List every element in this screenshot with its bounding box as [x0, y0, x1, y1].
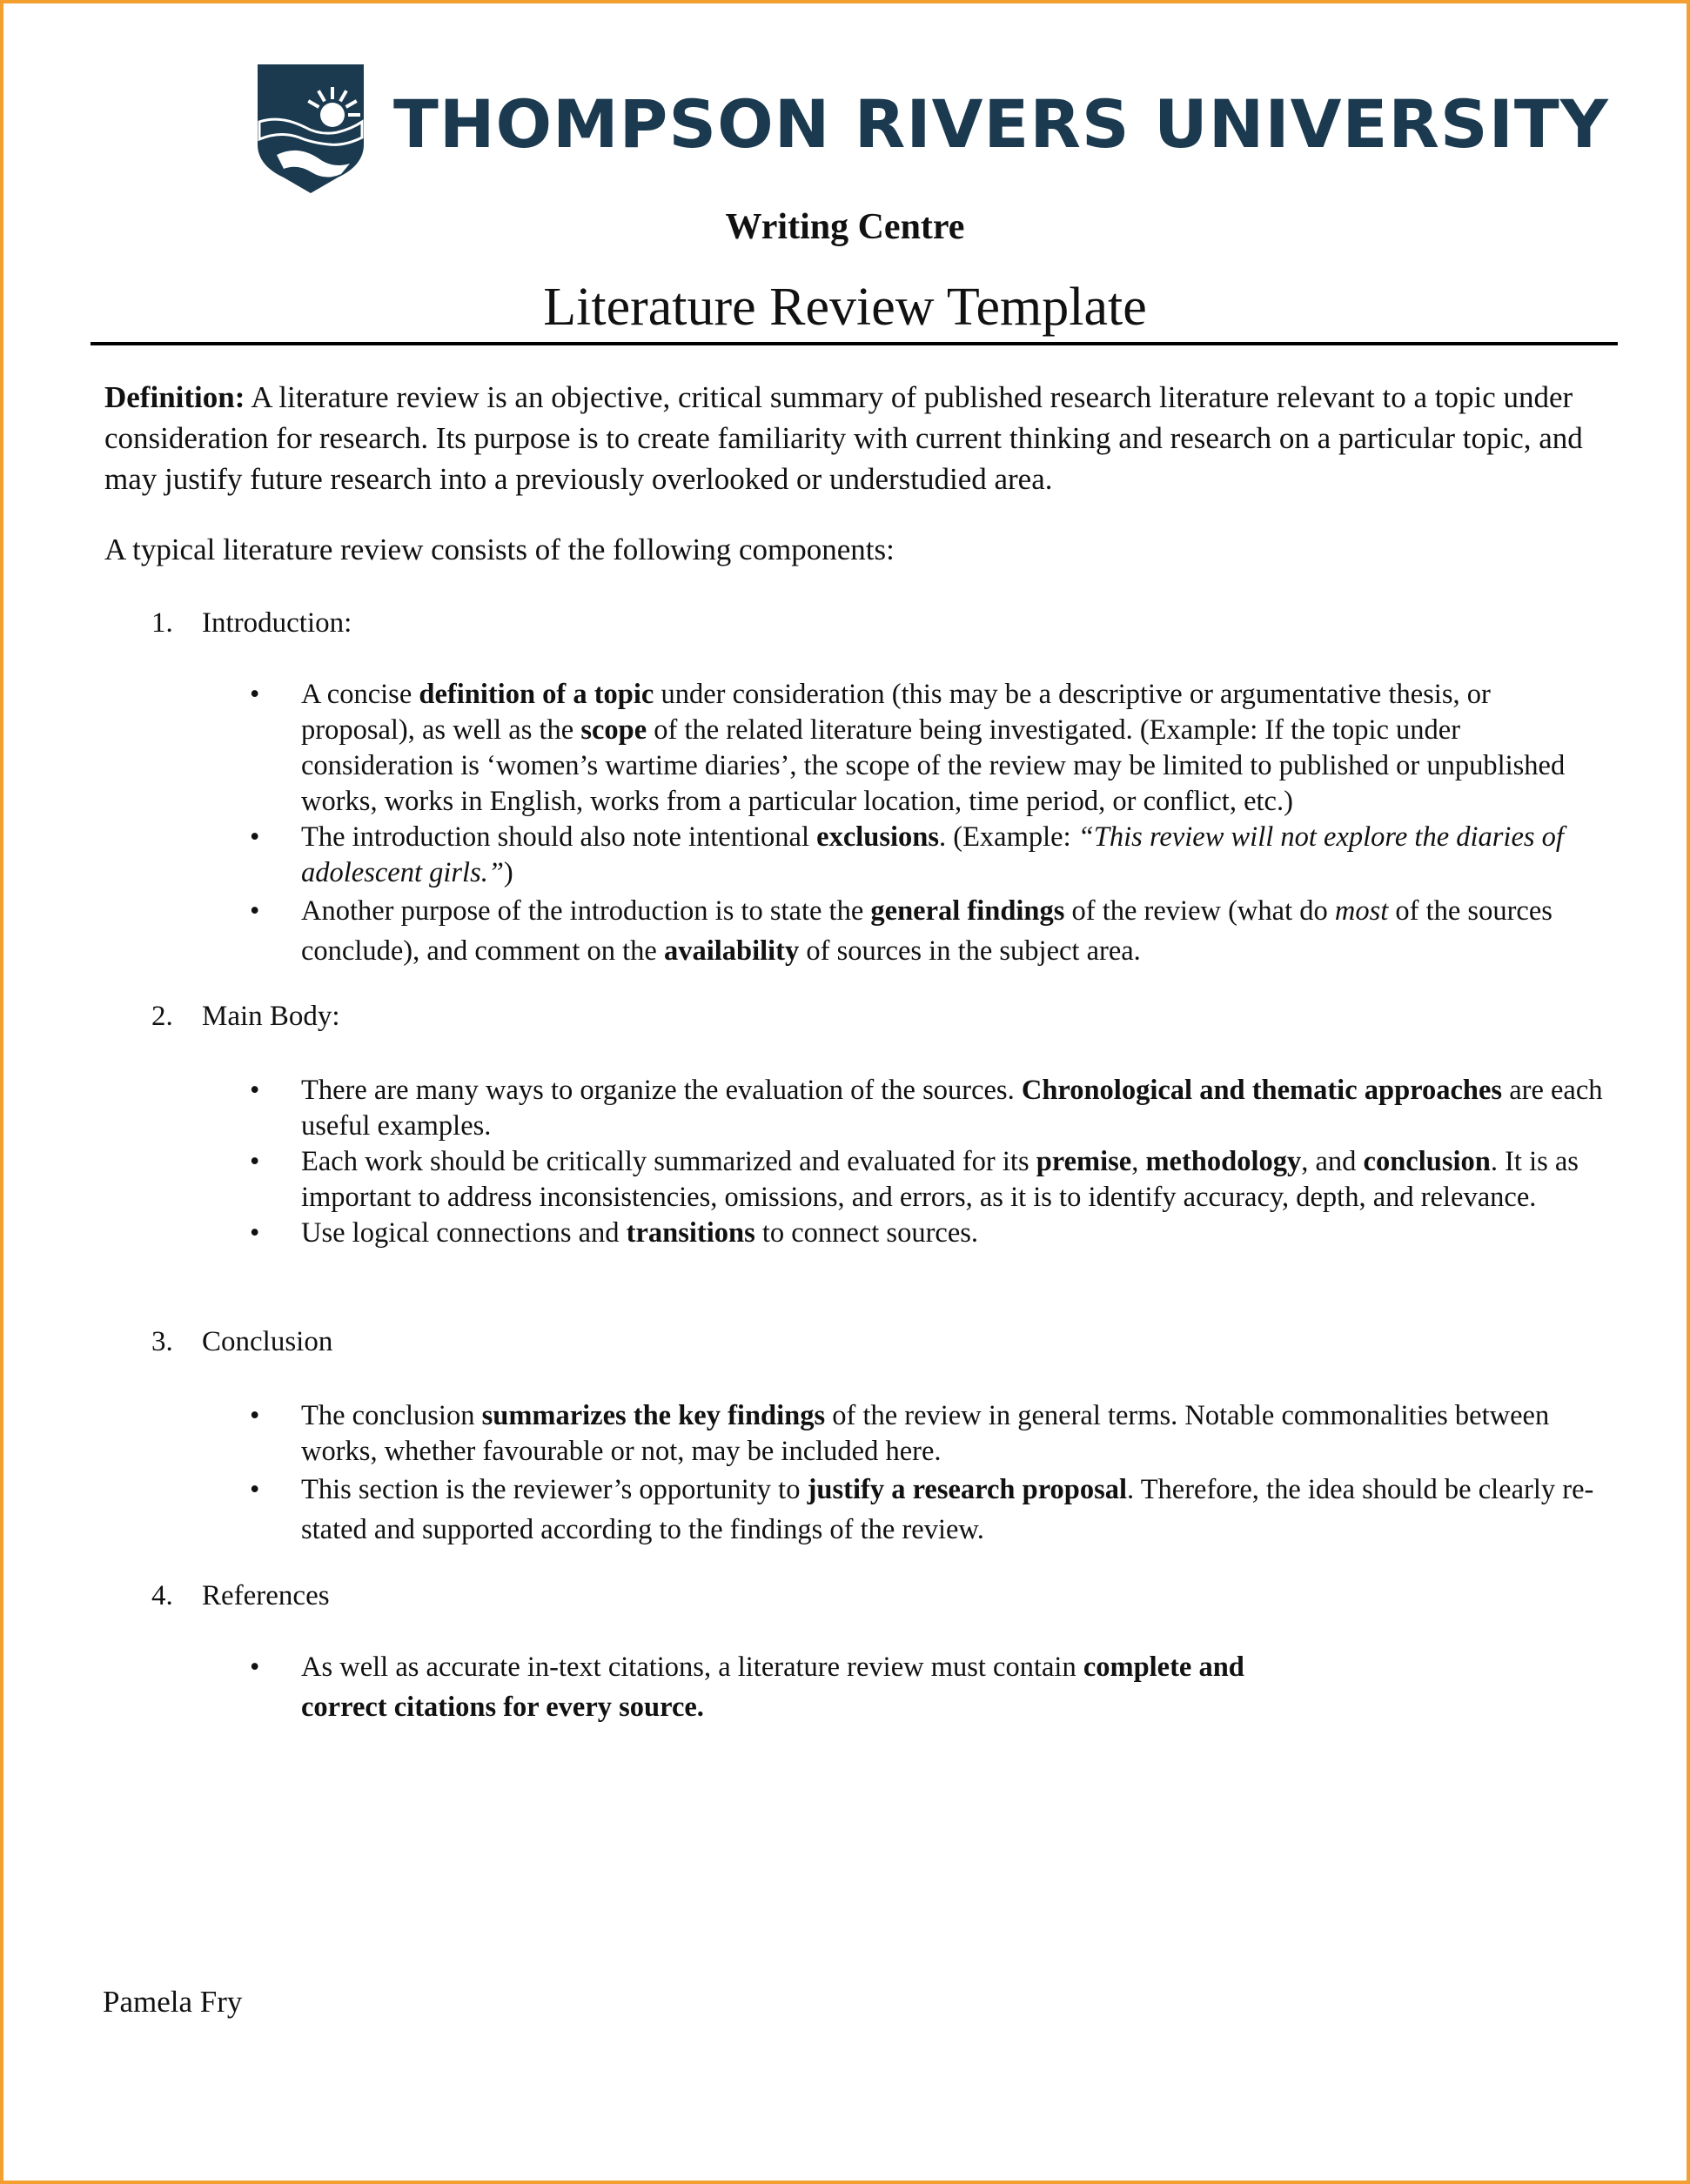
- definition-text: A literature review is an objective, critical summary of published research literature relevant to a topic under consideration for research. Its purpose is to create familiarity with current thinking and research on a particular topic, and may justify future research into a previously overlooked or understudied area.: [104, 380, 1583, 496]
- bullet-glyph: •: [250, 1474, 260, 1505]
- text: This section is the reviewer’s opportunity to: [301, 1474, 808, 1505]
- list-item: [250, 1470, 1607, 1550]
- section-heading-references: References: [202, 1580, 330, 1611]
- university-logo-icon: [254, 61, 367, 200]
- bold-text: transitions: [626, 1217, 755, 1249]
- section-heading-main-body: Main Body:: [202, 1001, 340, 1032]
- section-number: 4.: [151, 1580, 173, 1611]
- text: of the review in general terms. Notable commonalities between works, whether favourable or not, may be included here.: [301, 1400, 1550, 1467]
- bullet-glyph: •: [250, 1146, 260, 1177]
- main-body-bullets: [250, 1073, 1607, 1251]
- list-item: [250, 1647, 1311, 1727]
- bold-text: availability: [663, 935, 800, 967]
- page-title: Literature Review Template: [543, 278, 1147, 337]
- section-number: 2.: [151, 1001, 173, 1032]
- text: There are many ways to organize the evaluation of the sources.: [301, 1075, 1022, 1106]
- text: ,: [1131, 1146, 1146, 1177]
- bold-text: scope: [580, 714, 647, 746]
- list-item: [250, 1398, 1607, 1470]
- bullet-glyph: •: [250, 895, 260, 927]
- italic-text: “This review will not explore the diaries of adolescent girls.”: [301, 821, 1564, 888]
- components-intro: A typical literature review consists of the following components:: [104, 533, 895, 566]
- text: . (Example:: [939, 821, 1078, 853]
- introduction-bullets: [250, 677, 1607, 971]
- definition-label: Definition:: [104, 380, 245, 414]
- title-divider: [91, 342, 1618, 345]
- text: Use logical connections and: [301, 1217, 627, 1249]
- bullet-glyph: •: [250, 1075, 260, 1106]
- bold-text: complete and correct citations for every source.: [301, 1651, 1244, 1723]
- bold-text: summarizes the key findings: [481, 1400, 826, 1431]
- text: of sources in the subject area.: [799, 935, 1141, 967]
- text: . It is as important to address inconsistencies, omissions, and errors, as it is to identify accuracy, depth, and relevance.: [301, 1146, 1579, 1213]
- text: of the review (what do: [1064, 895, 1335, 927]
- text: to connect sources.: [754, 1217, 979, 1249]
- department-heading: Writing Centre: [725, 207, 965, 247]
- conclusion-bullets: [250, 1398, 1607, 1550]
- bullet-glyph: •: [250, 821, 260, 853]
- references-bullets: [250, 1647, 1607, 1727]
- list-item: [250, 1216, 1607, 1251]
- section-number: 3.: [151, 1326, 173, 1357]
- text: , and: [1301, 1146, 1364, 1177]
- section-heading-conclusion: Conclusion: [202, 1326, 333, 1357]
- list-item: [250, 820, 1607, 891]
- university-wordmark: THOMPSON RIVERS UNIVERSITY: [393, 85, 1609, 163]
- text: . Therefore, the idea should be clearly re-stated and supported according to the findings of the review.: [301, 1474, 1594, 1545]
- text: ): [503, 857, 513, 888]
- section-heading-introduction: Introduction:: [202, 607, 352, 639]
- text: Each work should be critically summarized and evaluated for its: [301, 1146, 1036, 1177]
- text: of the sources conclude), and comment on the: [301, 895, 1553, 967]
- bold-text: methodology: [1145, 1146, 1302, 1177]
- bullet-glyph: •: [250, 1400, 260, 1431]
- italic-text: most: [1334, 895, 1389, 927]
- text: As well as accurate in-text citations, a literature review must contain: [301, 1651, 1083, 1683]
- list-item: [250, 1073, 1607, 1144]
- text: The introduction should also note intentional: [301, 821, 817, 853]
- bold-text: definition of a topic: [419, 679, 654, 710]
- text: under consideration (this may be a descriptive or argumentative thesis, or proposal), as well as the: [301, 679, 1491, 746]
- text: of the related literature being investigated. (Example: If the topic under consideration is ‘women’s wartime diaries’, the scope of the review may be limited to published or unpublished works, works in English, works from a particular location, time period, or conflict, etc.): [301, 714, 1566, 817]
- list-item: [250, 891, 1607, 971]
- bold-text: premise: [1036, 1146, 1132, 1177]
- bold-text: conclusion: [1363, 1146, 1491, 1177]
- text: The conclusion: [301, 1400, 482, 1431]
- bullet-glyph: •: [250, 1651, 260, 1683]
- text: are each useful examples.: [301, 1075, 1603, 1142]
- bullet-glyph: •: [250, 679, 260, 710]
- bold-text: exclusions: [816, 821, 939, 853]
- list-item: [250, 1144, 1607, 1216]
- bold-text: justify a research proposal: [807, 1474, 1128, 1505]
- list-item: [250, 677, 1607, 820]
- section-number: 1.: [151, 607, 173, 639]
- bullet-glyph: •: [250, 1217, 260, 1249]
- definition-paragraph: [104, 377, 1619, 499]
- text: Another purpose of the introduction is to state the: [301, 895, 871, 927]
- bold-text: general findings: [870, 895, 1065, 927]
- text: A concise: [301, 679, 419, 710]
- bold-text: Chronological and thematic approaches: [1021, 1075, 1503, 1106]
- author-name: Pamela Fry: [103, 1985, 243, 2019]
